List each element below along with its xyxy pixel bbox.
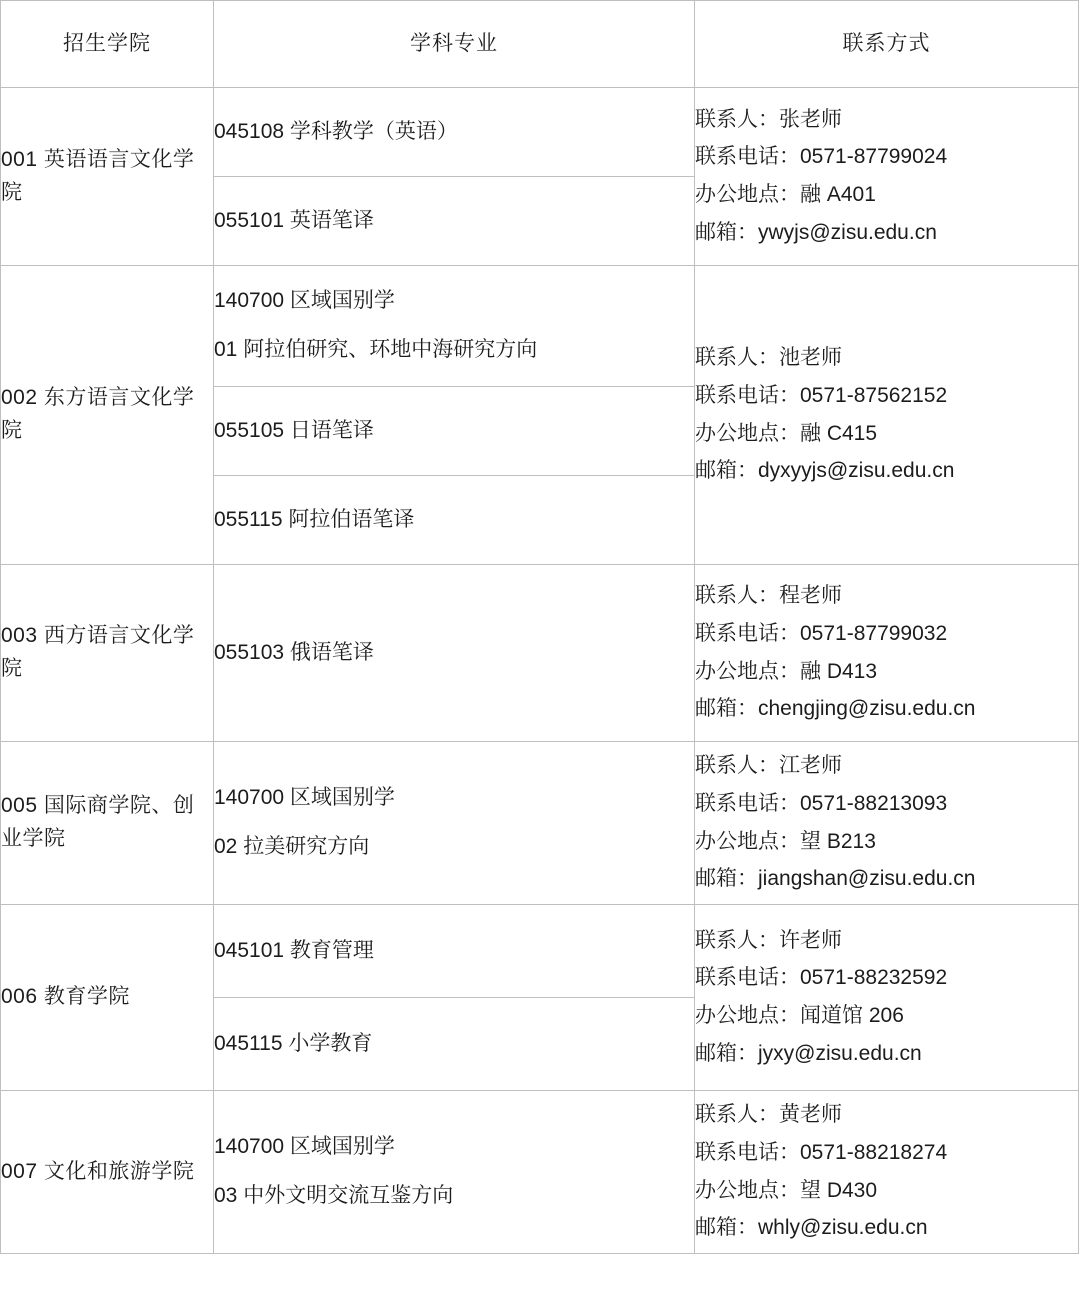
contact-phone: 联系电话：0571-88213093 <box>695 791 948 815</box>
major-line: 140700 区域国别学 <box>214 786 395 810</box>
major-cell <box>214 565 695 742</box>
major-line: 02 拉美研究方向 <box>214 835 370 858</box>
contact-office: 办公地点：融 C415 <box>695 421 878 445</box>
contact-office: 办公地点：望 D430 <box>695 1178 878 1202</box>
college-cell: 007 文化和旅游学院 <box>1 1091 214 1254</box>
major-cell <box>214 1091 695 1254</box>
contact-office: 办公地点：融 D413 <box>695 659 878 683</box>
major-line: 045108 学科教学（英语） <box>214 119 458 143</box>
contact-person: 联系人：黄老师 <box>695 1103 842 1127</box>
contact-email: 邮箱：chengjing@zisu.edu.cn <box>695 697 976 721</box>
contact-phone: 联系电话：0571-88232592 <box>695 966 948 990</box>
major-cell <box>214 387 695 476</box>
contact-cell <box>695 565 1079 742</box>
table-row <box>1 905 1079 998</box>
table-body <box>1 88 1079 1254</box>
table-row <box>1 266 1079 387</box>
major-line: 045115 小学教育 <box>214 1031 373 1055</box>
contact-email: 邮箱：ywyjs@zisu.edu.cn <box>695 220 937 244</box>
contact-email: 邮箱：whly@zisu.edu.cn <box>695 1216 928 1240</box>
contact-cell <box>695 742 1079 905</box>
header-major: 学科专业 <box>214 1 695 88</box>
table-row <box>1 565 1079 742</box>
contact-phone: 联系电话：0571-87562152 <box>695 383 948 407</box>
major-line: 055105 日语笔译 <box>214 418 374 442</box>
major-line: 055115 阿拉伯语笔译 <box>214 507 415 531</box>
major-cell <box>214 998 695 1091</box>
header-college: 招生学院 <box>1 1 214 88</box>
college-cell: 002 东方语言文化学院 <box>1 266 214 565</box>
header-row <box>1 1 1079 88</box>
major-cell <box>214 905 695 998</box>
contact-person: 联系人：程老师 <box>695 584 842 608</box>
contact-person: 联系人：张老师 <box>695 107 842 131</box>
college-cell: 001 英语语言文化学院 <box>1 88 214 266</box>
college-cell: 005 国际商学院、创业学院 <box>1 742 214 905</box>
contact-cell <box>695 905 1079 1091</box>
table-row <box>1 88 1079 177</box>
major-cell <box>214 476 695 565</box>
major-cell <box>214 177 695 266</box>
contact-email: 邮箱：jyxy@zisu.edu.cn <box>695 1041 922 1065</box>
major-line: 055103 俄语笔译 <box>214 640 374 664</box>
major-line: 045101 教育管理 <box>214 938 374 962</box>
major-line: 055101 英语笔译 <box>214 208 374 232</box>
major-cell <box>214 88 695 177</box>
table-row <box>1 1091 1079 1254</box>
table-row <box>1 742 1079 905</box>
table-header <box>1 1 1079 88</box>
contact-office: 办公地点：闻道馆 206 <box>695 1004 904 1027</box>
contact-phone: 联系电话：0571-88218274 <box>695 1140 948 1164</box>
major-line: 140700 区域国别学 <box>214 1135 395 1159</box>
contact-email: 邮箱：dyxyyjs@zisu.edu.cn <box>695 459 955 483</box>
college-cell: 003 西方语言文化学院 <box>1 565 214 742</box>
contact-person: 联系人：许老师 <box>695 928 842 952</box>
major-line: 140700 区域国别学 <box>214 289 395 313</box>
contact-cell <box>695 1091 1079 1254</box>
contact-office: 办公地点：望 B213 <box>695 829 876 853</box>
contact-person: 联系人：池老师 <box>695 346 842 370</box>
major-line: 03 中外文明交流互鉴方向 <box>214 1184 454 1207</box>
contact-person: 联系人：江老师 <box>695 754 842 778</box>
major-cell <box>214 742 695 905</box>
contact-email: 邮箱：jiangshan@zisu.edu.cn <box>695 867 976 891</box>
header-contact: 联系方式 <box>695 1 1079 88</box>
college-cell: 006 教育学院 <box>1 905 214 1091</box>
contact-phone: 联系电话：0571-87799024 <box>695 145 948 169</box>
contact-cell <box>695 266 1079 565</box>
contact-cell <box>695 88 1079 266</box>
major-cell <box>214 266 695 387</box>
contact-phone: 联系电话：0571-87799032 <box>695 621 948 645</box>
contact-office: 办公地点：融 A401 <box>695 183 876 206</box>
major-line: 01 阿拉伯研究、环地中海研究方向 <box>214 338 538 361</box>
